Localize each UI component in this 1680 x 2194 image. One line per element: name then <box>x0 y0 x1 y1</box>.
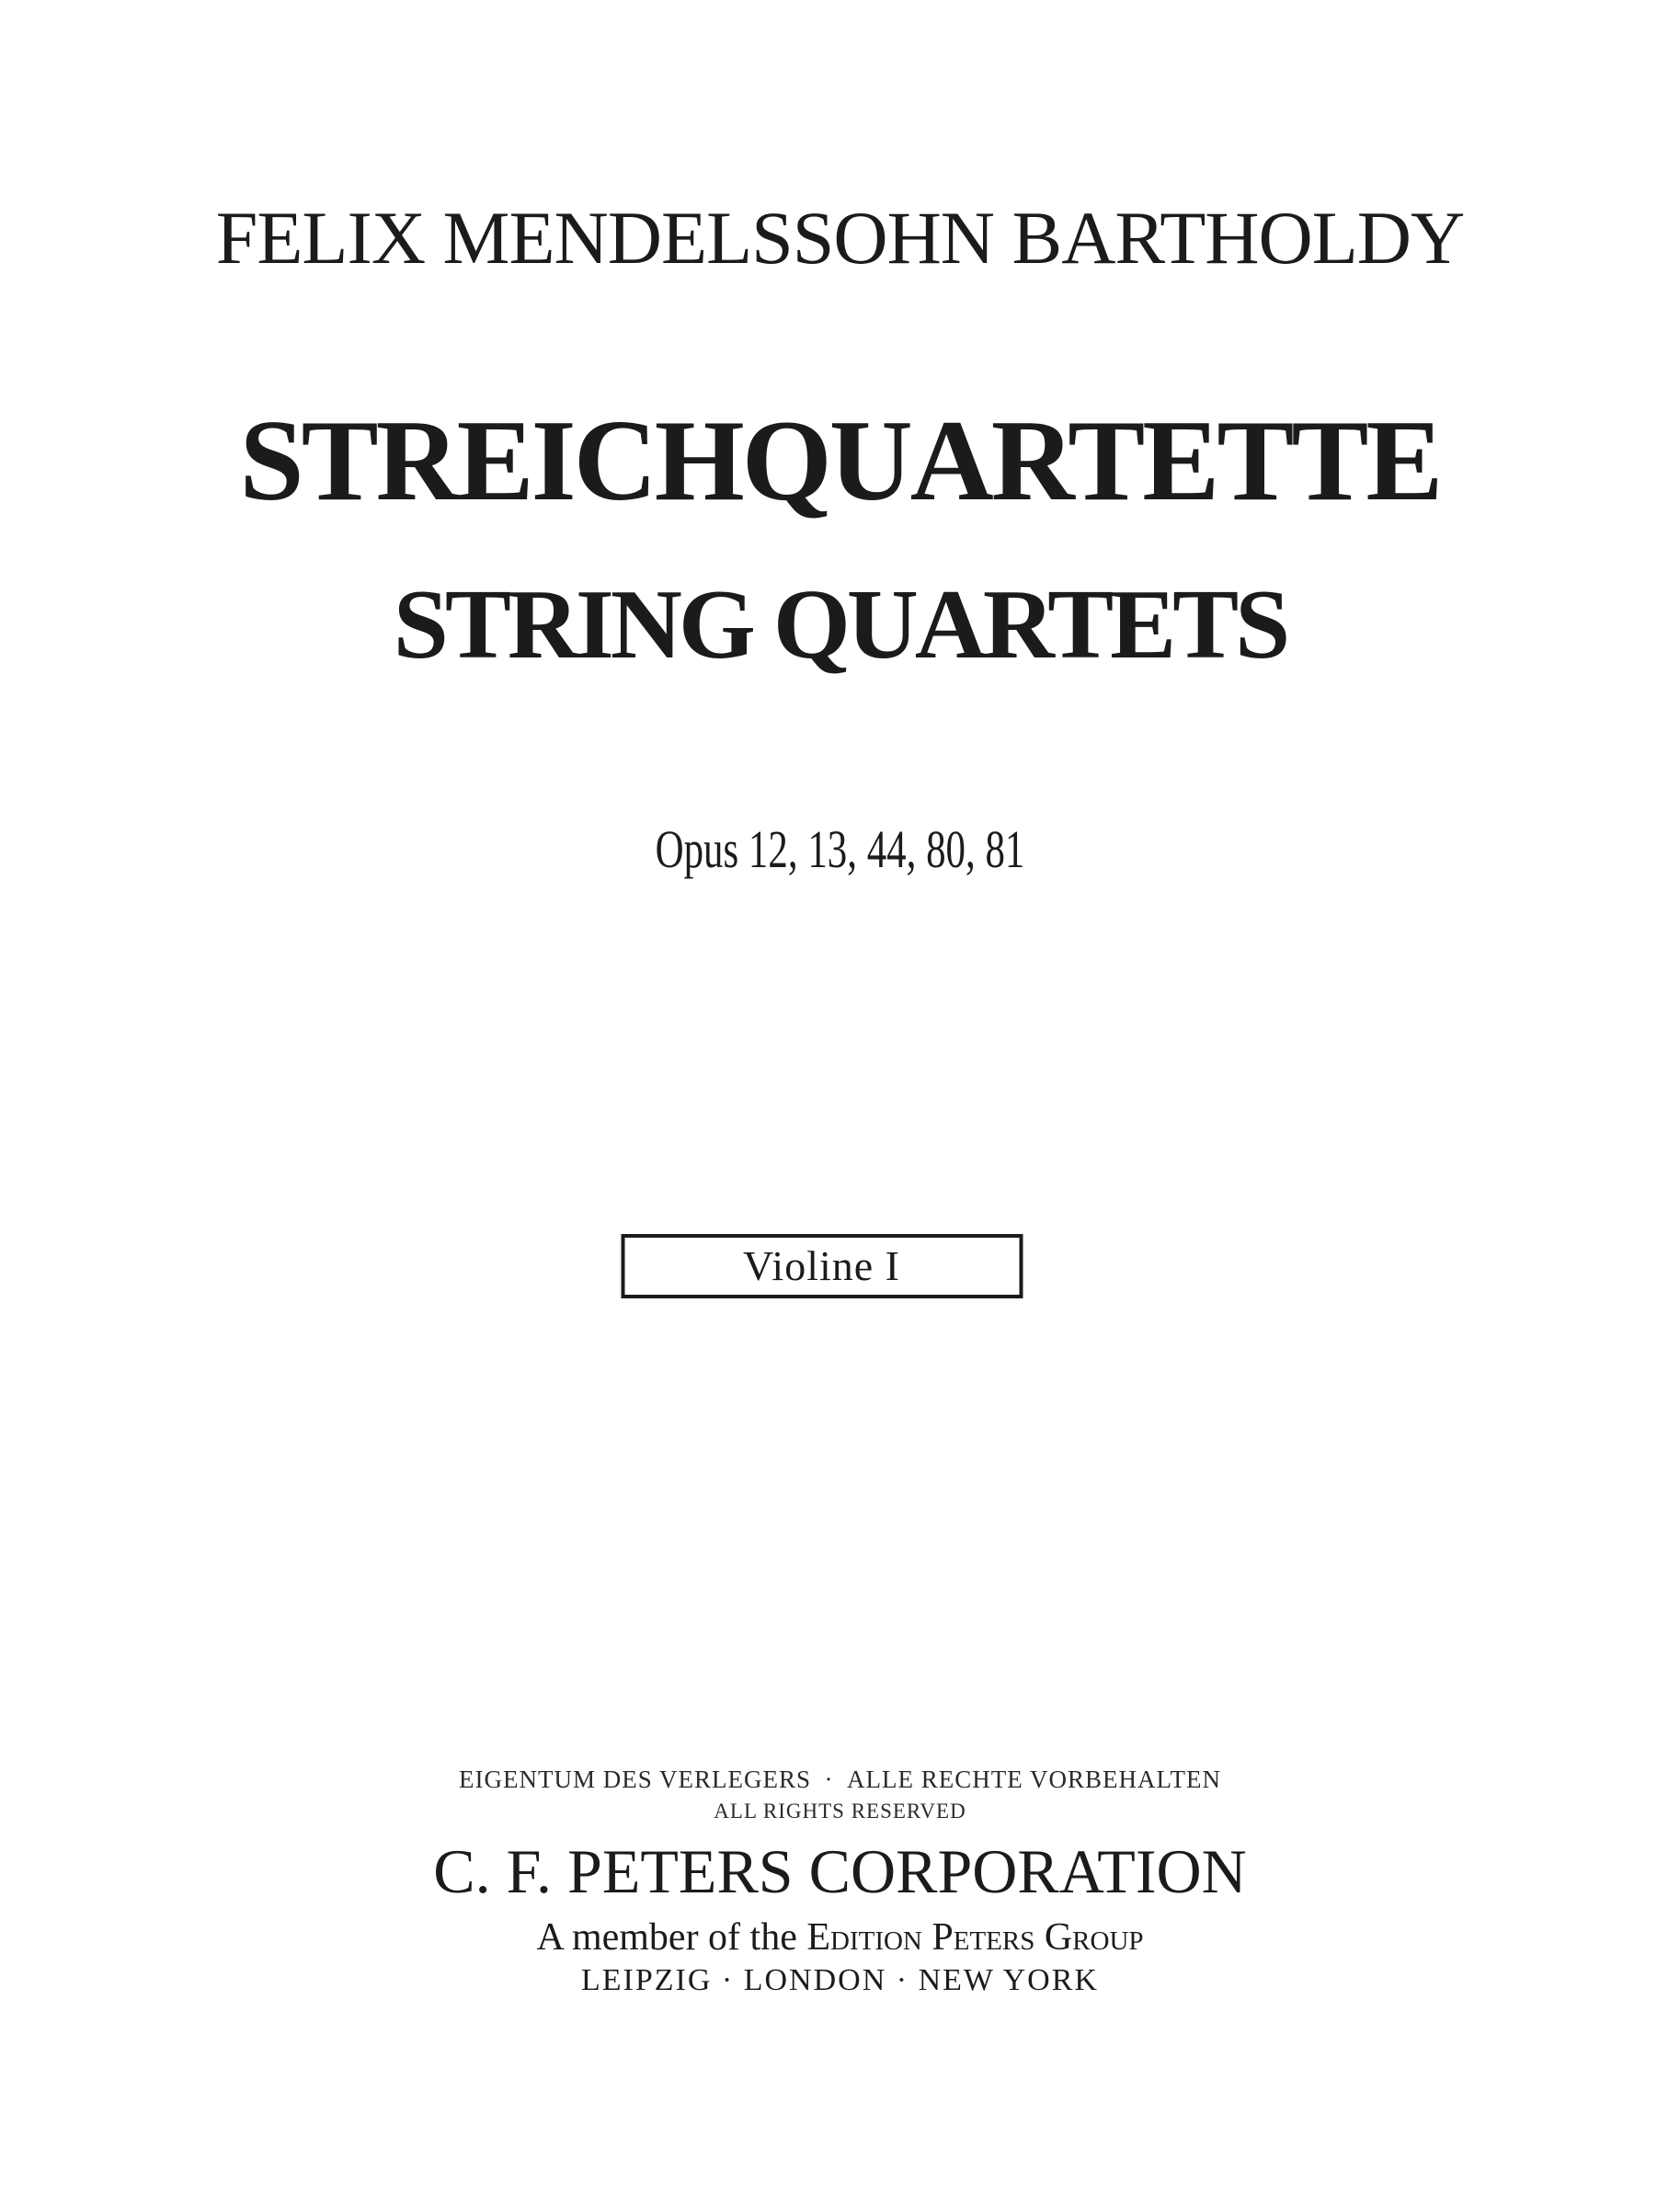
rights-notice-german: EIGENTUM DES VERLEGERS · ALLE RECHTE VORBEHALTEN <box>459 1765 1221 1793</box>
composer-name: FELIX MENDELSSOHN BARTHOLDY <box>215 196 1465 280</box>
publisher-membership <box>0 1918 1680 1957</box>
title-german: STREICHQUARTETTE <box>239 397 1441 525</box>
publisher-name: C. F. PETERS CORPORATION <box>433 1836 1247 1906</box>
membership-group-name: Edition Peters Group <box>806 1916 1144 1959</box>
opus-text: Opus 12, 13, 44, 80, 81 <box>655 819 1025 879</box>
publisher-cities: LEIPZIG · LONDON · NEW YORK <box>581 1963 1099 1997</box>
membership-prefix: A member of the <box>536 1916 807 1959</box>
opus-line <box>0 819 1680 879</box>
part-label: Violine I <box>742 1242 901 1289</box>
rights-notice-english: ALL RIGHTS RESERVED <box>714 1800 966 1823</box>
title-english: STRING QUARTETS <box>393 570 1287 680</box>
part-label-box <box>621 1234 1023 1298</box>
